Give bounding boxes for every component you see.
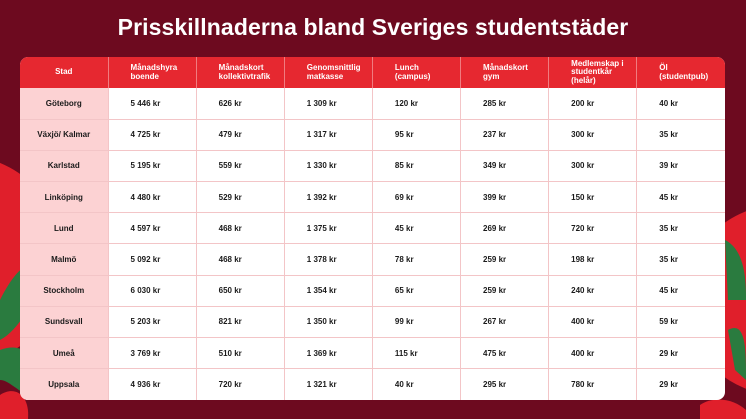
table-cell: 200 kr — [549, 88, 637, 119]
city-cell: Göteborg — [20, 88, 108, 119]
table-cell: 95 kr — [372, 119, 460, 150]
table-cell: 1 309 kr — [284, 88, 372, 119]
city-cell: Lund — [20, 213, 108, 244]
table-cell: 59 kr — [637, 306, 725, 337]
table-cell: 1 375 kr — [284, 213, 372, 244]
table-cell: 400 kr — [549, 338, 637, 369]
table-cell: 1 354 kr — [284, 275, 372, 306]
city-cell: Växjö/ Kalmar — [20, 119, 108, 150]
city-cell: Karlstad — [20, 150, 108, 181]
city-cell: Sundsvall — [20, 306, 108, 337]
table-cell: 65 kr — [372, 275, 460, 306]
table-cell: 240 kr — [549, 275, 637, 306]
table-cell: 5 446 kr — [108, 88, 196, 119]
table-cell: 4 725 kr — [108, 119, 196, 150]
table-row — [20, 306, 725, 337]
table-row — [20, 275, 725, 306]
table-cell: 475 kr — [461, 338, 549, 369]
table-cell: 300 kr — [549, 119, 637, 150]
table-cell: 295 kr — [461, 369, 549, 400]
table-cell: 285 kr — [461, 88, 549, 119]
table-cell: 120 kr — [372, 88, 460, 119]
table-cell: 5 203 kr — [108, 306, 196, 337]
table-cell: 780 kr — [549, 369, 637, 400]
table-cell: 1 321 kr — [284, 369, 372, 400]
table-cell: 821 kr — [196, 306, 284, 337]
table-cell: 269 kr — [461, 213, 549, 244]
table-cell: 4 597 kr — [108, 213, 196, 244]
table-cell: 626 kr — [196, 88, 284, 119]
table-cell: 259 kr — [461, 244, 549, 275]
table-cell: 1 350 kr — [284, 306, 372, 337]
table-cell: 45 kr — [372, 213, 460, 244]
table-cell: 267 kr — [461, 306, 549, 337]
table-cell: 99 kr — [372, 306, 460, 337]
table-cell: 479 kr — [196, 119, 284, 150]
table-cell: 559 kr — [196, 150, 284, 181]
table-cell: 720 kr — [196, 369, 284, 400]
table-cell: 400 kr — [549, 306, 637, 337]
page-title: Prisskillnaderna bland Sveriges studentstäder — [117, 14, 629, 40]
table-cell: 5 092 kr — [108, 244, 196, 275]
table-row — [20, 213, 725, 244]
table-cell: 237 kr — [461, 119, 549, 150]
table-body — [20, 88, 725, 400]
table-cell: 510 kr — [196, 338, 284, 369]
table-cell: 85 kr — [372, 150, 460, 181]
table-header — [20, 57, 725, 88]
table-cell: 35 kr — [637, 213, 725, 244]
col-header-groceries: Genomsnittlig matkasse — [284, 57, 372, 88]
table-cell: 5 195 kr — [108, 150, 196, 181]
table-cell: 29 kr — [659, 380, 678, 390]
table-cell: 4 936 kr — [108, 369, 196, 400]
city-cell: Uppsala — [20, 369, 108, 400]
table-cell: 259 kr — [461, 275, 549, 306]
col-header-rent: Månadshyra boende — [108, 57, 196, 88]
table-row — [20, 150, 725, 181]
col-header-city: Stad — [20, 57, 108, 88]
table-cell: 39 kr — [637, 150, 725, 181]
table-cell: 349 kr — [461, 150, 549, 181]
table-cell: 78 kr — [372, 244, 460, 275]
header-row — [20, 57, 725, 88]
table-cell: 468 kr — [196, 213, 284, 244]
price-table — [20, 57, 725, 400]
table-cell: 300 kr — [549, 150, 637, 181]
col-header-gym: Månadskort gym — [461, 57, 549, 88]
col-header-transit: Månadskort kollektivtrafik — [196, 57, 284, 88]
table-cell: 45 kr — [637, 182, 725, 213]
table-cell: 720 kr — [549, 213, 637, 244]
table-row — [20, 369, 725, 400]
table-cell: 45 kr — [637, 275, 725, 306]
table-row — [20, 244, 725, 275]
table-cell: 1 317 kr — [284, 119, 372, 150]
city-cell: Linköping — [20, 182, 108, 213]
table-cell: 29 kr — [637, 338, 725, 369]
table-row — [20, 119, 725, 150]
table-cell: 399 kr — [461, 182, 549, 213]
city-cell: Malmö — [20, 244, 108, 275]
table-cell: 4 480 kr — [108, 182, 196, 213]
table-cell: 69 kr — [372, 182, 460, 213]
table-cell: 115 kr — [372, 338, 460, 369]
table-cell: 150 kr — [549, 182, 637, 213]
table-row — [20, 88, 725, 119]
table-cell: 40 kr — [372, 369, 460, 400]
table-cell: 40 kr — [637, 88, 725, 119]
table-cell: 1 378 kr — [284, 244, 372, 275]
col-header-beer: Öl (studentpub) — [637, 57, 725, 88]
col-header-union: Medlemskap i studentkår (helår) — [549, 57, 637, 88]
table-cell: 198 kr — [549, 244, 637, 275]
table-cell: 650 kr — [196, 275, 284, 306]
table-cell: 1 330 kr — [284, 150, 372, 181]
table-cell: 468 kr — [196, 244, 284, 275]
table-row — [20, 182, 725, 213]
table-cell: 529 kr — [196, 182, 284, 213]
price-table-card — [20, 57, 725, 400]
table-cell: 1 369 kr — [284, 338, 372, 369]
col-header-lunch: Lunch (campus) — [372, 57, 460, 88]
table-cell: 35 kr — [637, 119, 725, 150]
table-cell: 3 769 kr — [108, 338, 196, 369]
table-row — [20, 338, 725, 369]
table-cell: 1 392 kr — [284, 182, 372, 213]
city-cell: Umeå — [20, 338, 108, 369]
city-cell: Stockholm — [20, 275, 108, 306]
table-cell: 6 030 kr — [108, 275, 196, 306]
table-cell: 35 kr — [637, 244, 725, 275]
